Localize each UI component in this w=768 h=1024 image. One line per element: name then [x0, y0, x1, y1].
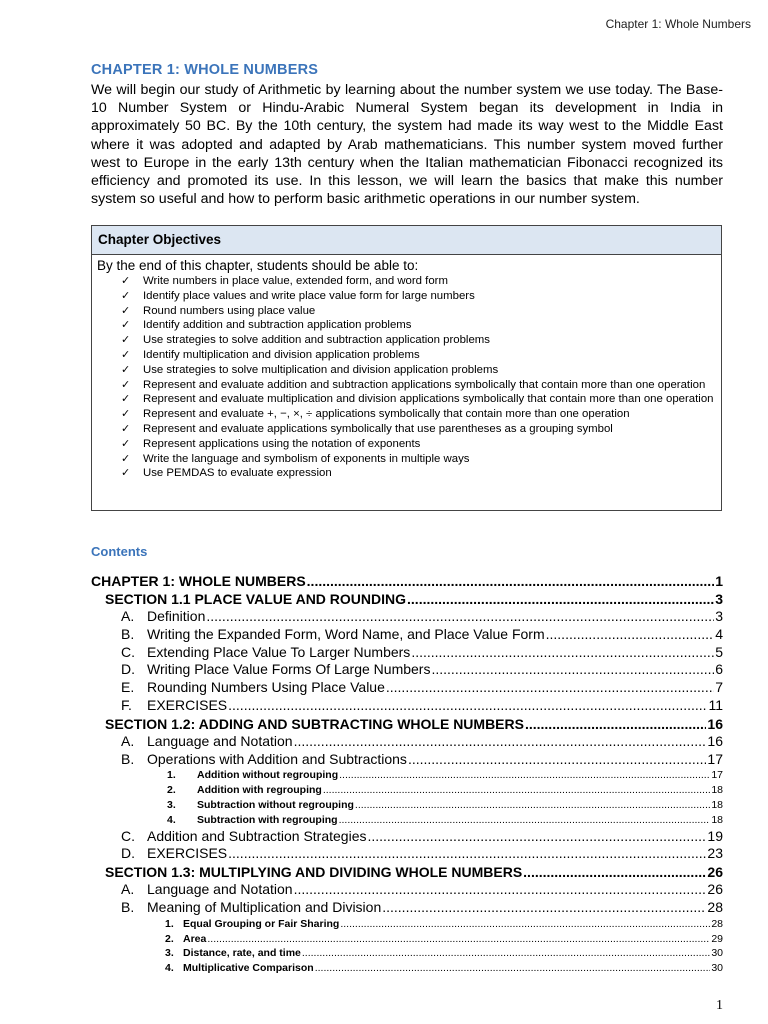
- checkmark-icon: ✓: [121, 363, 131, 376]
- toc-label: SECTION 1.1 PLACE VALUE AND ROUNDING: [105, 591, 407, 607]
- toc-page-number: 30: [711, 947, 723, 960]
- objective-item: [92, 378, 721, 393]
- toc-entry[interactable]: [91, 626, 723, 644]
- toc-entry[interactable]: [91, 899, 723, 917]
- toc-marker: 2.: [167, 784, 176, 797]
- toc-leader-dots: [367, 828, 706, 846]
- objective-item: [92, 274, 721, 289]
- toc-label: Operations with Addition and Subtractions: [147, 750, 407, 767]
- toc-leader-dots: [407, 590, 714, 608]
- toc-entry[interactable]: [91, 715, 723, 733]
- toc-leader-dots: [323, 783, 711, 798]
- toc-label: Distance, rate, and time: [183, 947, 301, 960]
- objective-item: [92, 289, 721, 304]
- objective-item: [92, 407, 721, 422]
- toc-marker: 4.: [167, 813, 176, 826]
- objective-text: Use strategies to solve addition and subtraction application problems: [143, 334, 490, 347]
- toc-entry[interactable]: [91, 932, 723, 947]
- toc-entry[interactable]: [91, 828, 723, 846]
- toc-label: Meaning of Multiplication and Division: [147, 898, 382, 915]
- toc-entry[interactable]: [91, 881, 723, 899]
- objective-text: Represent and evaluate applications symbolically that use parentheses as a grouping symbol: [143, 422, 613, 435]
- toc-label: Subtraction with regrouping: [197, 813, 338, 826]
- toc-leader-dots: [315, 961, 711, 976]
- checkmark-icon: ✓: [121, 422, 131, 435]
- toc-page-number: 3: [715, 591, 723, 607]
- toc-leader-dots: [339, 768, 710, 783]
- objective-item: [92, 333, 721, 348]
- toc-entry[interactable]: [91, 961, 723, 976]
- toc-label: Area: [183, 932, 207, 945]
- toc-entry[interactable]: [91, 751, 723, 769]
- toc-label: Writing Place Value Forms Of Large Numbers: [147, 661, 431, 678]
- toc-leader-dots: [307, 572, 715, 590]
- objective-text: Represent and evaluate addition and subtraction applications symbolically that contain more than one operation: [143, 378, 706, 391]
- toc-page-number: 18: [711, 784, 723, 797]
- toc-page-number: 6: [715, 661, 723, 678]
- toc-entry[interactable]: [91, 679, 723, 697]
- toc-entry[interactable]: [91, 733, 723, 751]
- toc-entry[interactable]: [91, 572, 723, 590]
- toc-entry[interactable]: [91, 768, 723, 783]
- toc-entry[interactable]: [91, 863, 723, 881]
- toc-marker: 2.: [165, 932, 174, 945]
- chapter-objectives-box: [91, 225, 722, 511]
- toc-label: Addition and Subtraction Strategies: [147, 827, 367, 844]
- objectives-heading: Chapter Objectives: [92, 226, 721, 255]
- checkmark-icon: ✓: [121, 289, 131, 302]
- checkmark-icon: ✓: [121, 319, 131, 332]
- objective-item: [92, 466, 721, 481]
- toc-page-number: 3: [715, 608, 723, 624]
- toc-leader-dots: [411, 644, 714, 662]
- toc-page-number: 16: [707, 732, 723, 749]
- toc-label: Extending Place Value To Larger Numbers: [147, 643, 411, 660]
- objective-text: Write the language and symbolism of exponents in multiple ways: [143, 452, 470, 465]
- toc-page-number: 28: [707, 898, 723, 915]
- toc-leader-dots: [207, 932, 710, 947]
- objective-text: Represent and evaluate multiplication and division applications symbolically that contain more than one operation: [143, 393, 714, 406]
- objective-item: [92, 392, 721, 407]
- toc-label: Addition with regrouping: [197, 784, 322, 797]
- toc-page-number: 7: [715, 679, 723, 696]
- chapter-title: CHAPTER 1: WHOLE NUMBERS: [91, 62, 319, 78]
- checkmark-icon: ✓: [121, 467, 131, 480]
- toc-marker: 1.: [167, 769, 176, 782]
- objective-item: [92, 348, 721, 363]
- checkmark-icon: ✓: [121, 275, 131, 287]
- toc-marker: 3.: [165, 947, 174, 960]
- toc-page-number: 5: [715, 643, 723, 660]
- toc-label: Language and Notation: [147, 881, 293, 898]
- toc-leader-dots: [206, 608, 714, 626]
- toc-marker: 4.: [165, 962, 174, 975]
- objective-item: [92, 304, 721, 319]
- toc-entry[interactable]: [91, 644, 723, 662]
- toc-leader-dots: [294, 733, 707, 751]
- toc-marker: A.: [121, 608, 135, 624]
- toc-marker: D.: [121, 661, 135, 678]
- toc-page-number: 16: [707, 715, 723, 732]
- toc-marker: B.: [121, 750, 135, 767]
- toc-page-number: 28: [711, 917, 723, 930]
- toc-leader-dots: [340, 917, 710, 932]
- running-header: Chapter 1: Whole Numbers: [605, 17, 751, 31]
- toc-marker: C.: [121, 827, 135, 844]
- toc-page-number: 17: [707, 750, 723, 767]
- toc-label: Addition without regrouping: [197, 769, 339, 782]
- objective-text: Identify place values and write place value form for large numbers: [143, 289, 475, 302]
- toc-label: Definition: [147, 608, 206, 624]
- toc-page-number: 23: [707, 845, 723, 862]
- toc-page-number: 18: [711, 813, 723, 826]
- toc-marker: E.: [121, 679, 135, 696]
- checkmark-icon: ✓: [121, 452, 131, 465]
- toc-label: Rounding Numbers Using Place Value: [147, 679, 385, 696]
- toc-leader-dots: [523, 863, 706, 881]
- toc-label: Equal Grouping or Fair Sharing: [183, 917, 340, 930]
- checkmark-icon: ✓: [121, 408, 131, 421]
- toc-label: Multiplicative Comparison: [183, 962, 314, 975]
- toc-label: SECTION 1.3: MULTIPLYING AND DIVIDING WHOLE NUMBERS: [105, 864, 523, 881]
- toc-entry[interactable]: [91, 798, 723, 813]
- intro-paragraph: We will begin our study of Arithmetic by learning about the number system we use today. The Base-10 Number System or Hindu-Arabic Numeral System began its development in India in approximately 50 BC. By the 10th century, the system had made its way west to the Middle East where it was adopted and adapted by Arab mathematicians. This number system moved further west to Europe in the early 13th century when the Italian mathematician Fibonacci recognized its efficiency and promoted its use. In this lesson, we will learn the basics that make this number system so useful and how to perform basic arithmetic operations in our number system.: [91, 82, 723, 208]
- toc-marker: A.: [121, 732, 135, 749]
- toc-leader-dots: [546, 626, 715, 644]
- toc-leader-dots: [382, 899, 706, 917]
- toc-page-number: 11: [708, 696, 723, 713]
- toc-label: Subtraction without regrouping: [197, 798, 354, 811]
- toc-entry[interactable]: [91, 845, 723, 863]
- checkmark-icon: ✓: [121, 334, 131, 347]
- toc-label: CHAPTER 1: WHOLE NUMBERS: [91, 573, 306, 589]
- objective-text: Represent applications using the notation of exponents: [143, 437, 421, 450]
- objective-text: Represent and evaluate +, −, ×, ÷ applications symbolically that contain more than one operation: [143, 408, 630, 421]
- objective-text: Use strategies to solve multiplication and division application problems: [143, 363, 499, 376]
- toc-marker: 3.: [167, 798, 176, 811]
- toc-marker: D.: [121, 845, 135, 862]
- objective-text: Identify addition and subtraction application problems: [143, 319, 412, 332]
- toc-entry[interactable]: [91, 946, 723, 961]
- checkmark-icon: ✓: [121, 437, 131, 450]
- toc-leader-dots: [228, 697, 707, 715]
- toc-label: EXERCISES: [147, 696, 228, 713]
- toc-page-number: 4: [715, 625, 723, 642]
- toc-leader-dots: [408, 751, 706, 769]
- toc-leader-dots: [355, 798, 710, 813]
- objective-item: [92, 437, 721, 452]
- checkmark-icon: ✓: [121, 304, 131, 317]
- toc-page-number: 26: [707, 881, 723, 898]
- objective-item: [92, 422, 721, 437]
- toc-label: Language and Notation: [147, 732, 293, 749]
- toc-entry[interactable]: [91, 590, 723, 608]
- objective-text: Use PEMDAS to evaluate expression: [143, 467, 332, 480]
- objective-item: [92, 318, 721, 333]
- objective-item: [92, 363, 721, 378]
- toc-leader-dots: [228, 845, 706, 863]
- checkmark-icon: ✓: [121, 378, 131, 391]
- toc-leader-dots: [302, 946, 710, 961]
- objective-item: [92, 452, 721, 467]
- toc-page-number: 1: [715, 573, 723, 589]
- toc-marker: C.: [121, 643, 135, 660]
- table-of-contents: [91, 572, 723, 976]
- toc-leader-dots: [525, 715, 706, 733]
- toc-entry[interactable]: [91, 813, 723, 828]
- objective-text: Write numbers in place value, extended form, and word form: [143, 275, 448, 287]
- toc-page-number: 17: [711, 769, 723, 782]
- toc-marker: B.: [121, 898, 135, 915]
- toc-marker: B.: [121, 625, 135, 642]
- page-number: 1: [716, 998, 723, 1013]
- toc-label: Writing the Expanded Form, Word Name, and Place Value Form: [147, 625, 545, 642]
- toc-leader-dots: [431, 661, 714, 679]
- contents-title: Contents: [91, 544, 148, 559]
- toc-label: EXERCISES: [147, 845, 228, 862]
- toc-entry[interactable]: [91, 608, 723, 626]
- objective-text: Identify multiplication and division application problems: [143, 348, 420, 361]
- toc-leader-dots: [386, 679, 714, 697]
- toc-page-number: 29: [711, 932, 723, 945]
- toc-marker: A.: [121, 881, 135, 898]
- toc-marker: 1.: [165, 917, 174, 930]
- objective-text: Round numbers using place value: [143, 304, 316, 317]
- toc-page-number: 26: [707, 864, 723, 881]
- toc-entry[interactable]: [91, 917, 723, 932]
- toc-leader-dots: [339, 813, 711, 828]
- objectives-intro: By the end of this chapter, students should be able to:: [97, 258, 419, 273]
- toc-page-number: 30: [711, 962, 723, 975]
- toc-leader-dots: [294, 881, 707, 899]
- toc-marker: F.: [121, 696, 132, 713]
- checkmark-icon: ✓: [121, 393, 131, 406]
- checkmark-icon: ✓: [121, 348, 131, 361]
- toc-entry[interactable]: [91, 697, 723, 715]
- toc-entry[interactable]: [91, 661, 723, 679]
- toc-page-number: 19: [707, 827, 723, 844]
- toc-entry[interactable]: [91, 783, 723, 798]
- toc-label: SECTION 1.2: ADDING AND SUBTRACTING WHOLE NUMBERS: [105, 715, 524, 732]
- objectives-list: [92, 274, 721, 481]
- toc-page-number: 18: [711, 798, 723, 811]
